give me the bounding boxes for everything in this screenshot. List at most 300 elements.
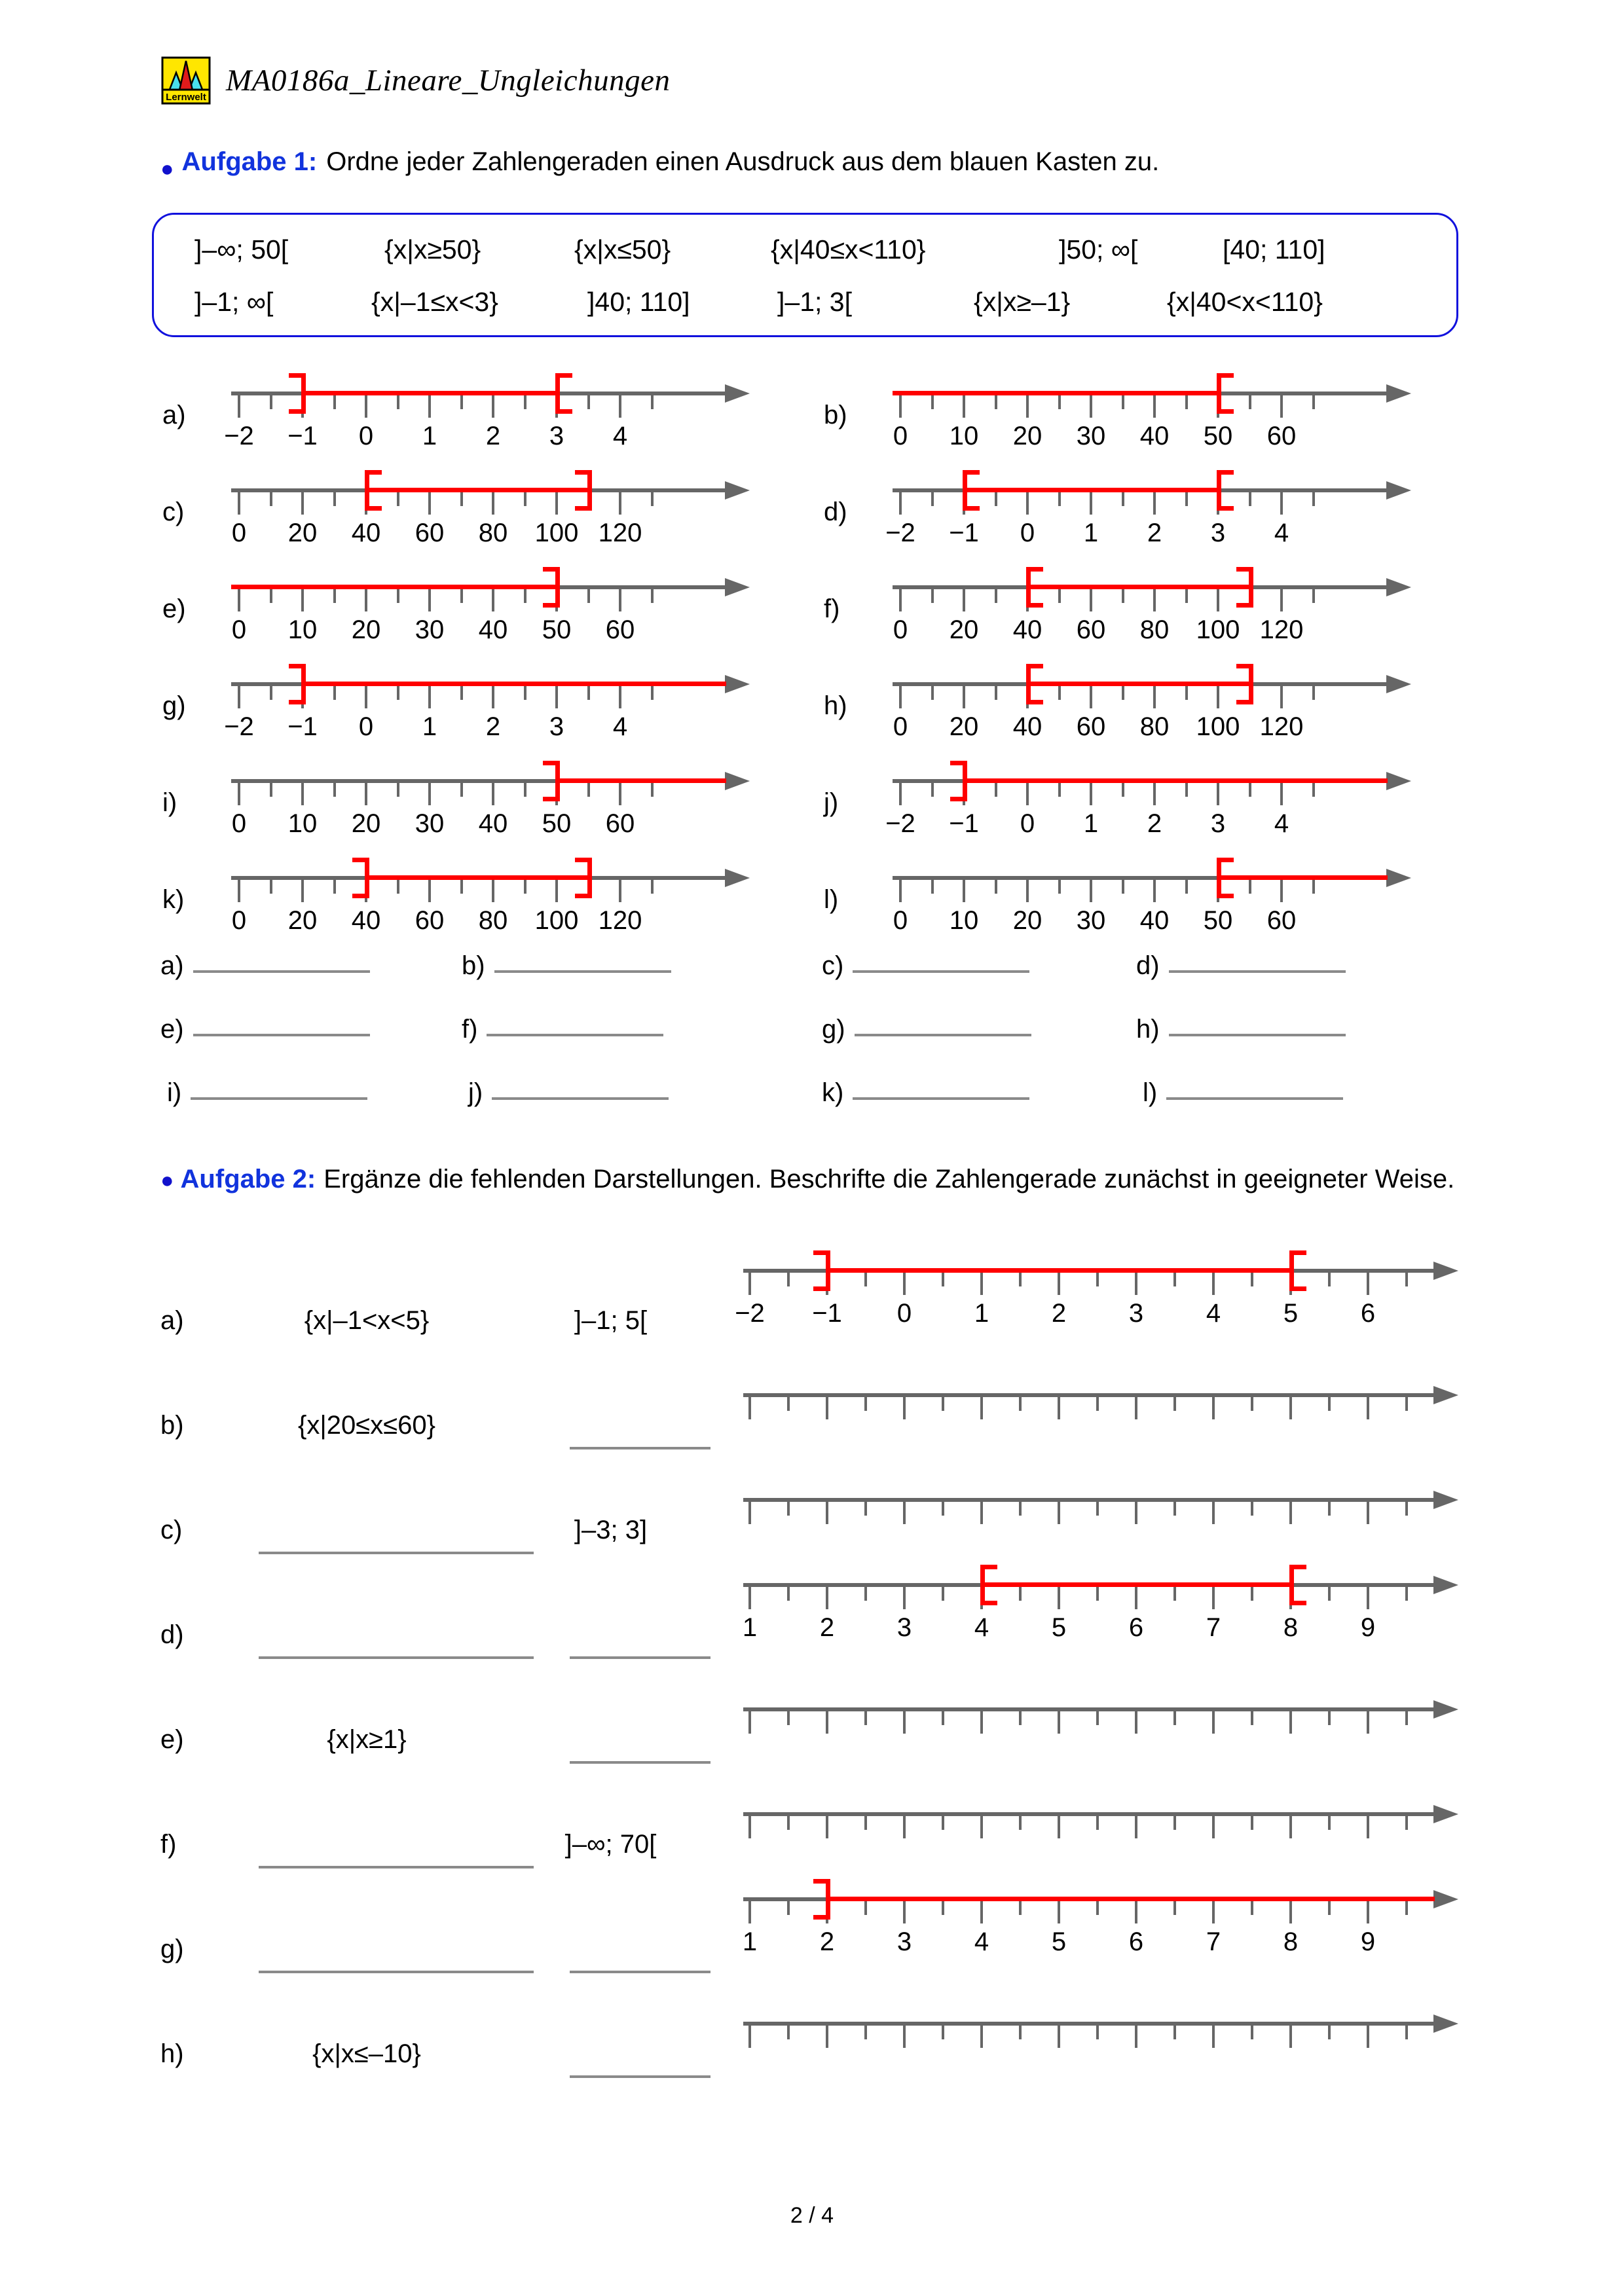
answer-blank-line[interactable] [1169,970,1346,973]
axis-tick-label: 3 [1210,519,1226,547]
bracket-stem [1217,373,1221,414]
tick-major [1153,686,1156,708]
axis-line [743,1498,1435,1502]
numberline-label: e) [162,594,186,623]
axis-tick-label: −1 [949,519,979,547]
axis-tick-label: −1 [287,422,318,450]
axis-tick-label: 4 [1274,519,1289,547]
tick-minor [1185,492,1188,506]
axis-tick-label: 60 [415,906,445,935]
tick-major [365,686,367,708]
answer-blank-line[interactable] [1166,1097,1343,1100]
tick-minor [1185,686,1188,700]
tick-minor [1096,1901,1099,1915]
expression-box [152,213,1458,337]
tick-minor [1251,1502,1253,1516]
interval-bracket-open-right [1289,1250,1306,1291]
interval-notation-blank[interactable] [570,1971,710,1973]
axis-tick-label: 1 [742,1927,758,1956]
expr-item[interactable]: ]–1; 3[ [777,287,852,317]
tick-minor [1173,1587,1176,1601]
axis-tick-label: 2 [819,1613,835,1642]
interval-bracket-open-right [1289,1565,1306,1605]
tick-minor [651,783,654,797]
interval-notation-blank[interactable] [570,1761,710,1764]
interval-highlight [1217,875,1388,880]
axis-line [743,1393,1435,1397]
tick-minor [460,395,463,409]
axis-tick-label: 20 [949,712,979,741]
tick-minor [460,783,463,797]
tick-minor [995,589,997,603]
answer-slot-b[interactable] [462,953,671,979]
answer-letter: b) [462,951,485,980]
interval-bracket-open-left [289,373,306,414]
tick-major [492,589,494,611]
tick-minor [587,783,590,797]
tick-major [1153,589,1156,611]
axis-tick-label: 100 [534,519,579,547]
axis-tick-label: 2 [819,1927,835,1956]
axis-line [743,1707,1435,1711]
answer-blank-line[interactable] [191,1097,367,1100]
tick-major [1280,589,1283,611]
expr-item[interactable]: {x|40≤x<110} [771,234,926,264]
axis-tick-label: 6 [1128,1927,1144,1956]
interval-highlight [963,488,1217,492]
answer-slot-i[interactable] [167,1080,367,1106]
interval-notation-blank[interactable] [570,2075,710,2078]
tick-major [1289,1502,1292,1524]
tick-major [1289,1397,1292,1419]
axis-tick-label: −2 [224,712,254,741]
tick-minor [1185,589,1188,603]
axis-arrow-icon [1386,481,1411,500]
axis-tick-label: 20 [1012,906,1043,935]
answer-letter: l) [1143,1078,1158,1107]
axis-tick-label: 60 [415,519,445,547]
answer-blank-line[interactable] [853,970,1029,973]
tick-minor [651,395,654,409]
axis-arrow-icon [725,675,750,693]
bracket-stem [1217,470,1221,511]
tick-major [1212,1502,1215,1524]
answer-slot-h[interactable] [1136,1016,1346,1042]
tick-minor [333,589,336,603]
tick-minor [1122,492,1124,506]
tick-minor [787,1587,790,1601]
tick-minor [864,1397,867,1411]
expr-item[interactable]: {x|x≥50} [384,234,481,264]
interval-highlight [555,778,726,783]
axis-tick-label: 50 [542,809,572,838]
axis-tick-label: 1 [1083,519,1099,547]
tick-minor [270,686,272,700]
tick-minor [1058,395,1061,409]
tick-minor [1328,1816,1331,1830]
answer-blank-line[interactable] [193,970,370,973]
row-label: f) [160,1830,177,1859]
tick-major [748,1502,751,1524]
tick-minor [1019,1397,1022,1411]
axis-tick-label: 40 [1139,422,1170,450]
answer-blank-line[interactable] [487,1034,663,1036]
axis-tick-label: −2 [735,1299,765,1328]
axis-tick-label: 120 [1259,712,1304,741]
answer-letter: h) [1136,1015,1160,1044]
axis-tick-label: 2 [1147,809,1162,838]
tick-major [899,880,902,902]
numberline-label: a) [162,401,186,429]
interval-bracket-open-left [813,1879,830,1920]
tick-minor [1312,492,1315,506]
tick-major [555,686,558,708]
set-notation-blank[interactable] [259,1866,534,1868]
tick-minor [931,589,934,603]
tick-major [1058,1273,1060,1295]
axis-tick-label: 20 [949,615,979,644]
tick-major [619,395,621,418]
axis-tick-label: 80 [478,519,508,547]
tick-minor [1019,1901,1022,1915]
answer-blank-line[interactable] [855,1034,1031,1036]
axis-arrow-icon [1433,1576,1458,1594]
axis-tick-label: 60 [605,809,635,838]
tick-minor [1328,1273,1331,1286]
axis-tick-label: 0 [896,1299,912,1328]
tick-minor [1328,1711,1331,1725]
tick-major [1367,1587,1369,1609]
axis-tick-label: 5 [1051,1927,1067,1956]
tick-minor [1405,1587,1408,1601]
tick-minor [524,492,526,506]
expr-item[interactable]: ]–1; ∞[ [194,287,274,317]
tick-major [1280,880,1283,902]
task1-text: Ordne jeder Zahlengeraden einen Ausdruck aus dem blauen Kasten zu. [326,147,1160,176]
axis-tick-label: 5 [1051,1613,1067,1642]
tick-minor [1096,1397,1099,1411]
answer-slot-j[interactable] [468,1080,669,1106]
tick-minor [1173,1901,1176,1915]
axis [743,1393,1457,1426]
axis-tick-label: 1 [422,712,437,741]
tick-major [1135,1816,1137,1838]
axis-tick-label: 40 [478,615,508,644]
tick-major [1153,492,1156,515]
tick-minor [651,589,654,603]
answer-slot-a[interactable] [160,953,370,979]
tick-major [1367,1711,1369,1734]
set-notation-blank[interactable] [259,1656,534,1659]
interval-bracket-open-right [980,1565,997,1605]
axis-tick-label: 20 [287,906,318,935]
answer-blank-line[interactable] [1169,1034,1346,1036]
tick-minor [1251,1901,1253,1915]
interval-highlight [1026,585,1249,589]
bracket-stem [1249,664,1253,704]
set-notation-blank[interactable] [259,1971,534,1973]
axis-tick-label: 80 [1139,712,1170,741]
numberline-label: j) [824,788,839,817]
bracket-stem [587,470,592,511]
tick-minor [931,492,934,506]
answer-slot-c[interactable] [822,953,1029,979]
answer-letter: k) [822,1078,844,1107]
tick-major [301,492,304,515]
tick-minor [397,783,399,797]
tick-minor [524,589,526,603]
axis-tick-label: 4 [1206,1299,1221,1328]
answer-letter: g) [822,1015,845,1044]
tick-major [1153,395,1156,418]
expr-item[interactable]: {x|x≤50} [574,234,671,264]
tick-minor [333,686,336,700]
answer-slot-e[interactable] [160,1016,370,1042]
axis [743,1498,1457,1531]
axis-tick-label: 9 [1360,1927,1376,1956]
tick-major [1367,1816,1369,1838]
axis-tick-label: 6 [1128,1613,1144,1642]
tick-minor [1173,1816,1176,1830]
answer-slot-l[interactable] [1143,1080,1343,1106]
interval-highlight [301,391,555,395]
axis-tick-label: 3 [1210,809,1226,838]
axis-tick-label: 60 [605,615,635,644]
tick-minor [864,2026,867,2039]
tick-minor [1122,783,1124,797]
numberline-label: c) [162,498,185,526]
bracket-stem [301,373,306,414]
tick-major [1090,492,1092,515]
expr-item[interactable]: ]–∞; 50[ [194,234,289,264]
tick-major [903,2026,906,2048]
tick-minor [1058,880,1061,894]
axis-tick-label: 0 [893,906,908,935]
interval-notation: ]–1; 5[ [574,1306,648,1335]
axis [893,488,1410,521]
tick-major [1217,686,1219,708]
row-label: c) [160,1516,183,1544]
expr-item[interactable]: {x|40<x<110} [1167,287,1323,317]
interval-bracket-open-right [1026,664,1043,704]
lernwelt-logo-icon [160,56,212,105]
bracket-stem [963,761,967,801]
tick-minor [1312,783,1315,797]
bracket-stem [301,664,306,704]
tick-minor [333,492,336,506]
bracket-stem [365,470,369,511]
row-label: d) [160,1620,184,1649]
answer-slot-k[interactable] [822,1080,1029,1106]
tick-major [301,880,304,902]
set-notation: {x|x≤–10} [312,2039,421,2068]
axis-arrow-icon [1386,675,1411,693]
interval-bracket-open-right [555,373,572,414]
tick-minor [1405,1397,1408,1411]
expr-item[interactable]: [40; 110] [1223,234,1325,264]
tick-minor [270,589,272,603]
tick-minor [651,492,654,506]
tick-minor [587,395,590,409]
axis-tick-label: 8 [1283,1613,1299,1642]
tick-major [899,686,902,708]
axis-tick-label: 50 [1203,422,1233,450]
tick-minor [1328,2026,1331,2039]
tick-major [238,492,240,515]
tick-major [963,686,965,708]
tick-minor [651,880,654,894]
tick-minor [942,1711,944,1725]
answer-letter: d) [1136,951,1160,980]
axis-tick-label: 3 [549,422,564,450]
tick-major [301,589,304,611]
tick-major [903,1816,906,1838]
axis-line [743,1812,1435,1816]
tick-minor [1405,1273,1408,1286]
tick-minor [1328,1901,1331,1915]
interval-highlight [893,391,1217,395]
axis-tick-label: 0 [1020,519,1035,547]
axis-tick-label: 6 [1360,1299,1376,1328]
answer-slot-d[interactable] [1136,953,1346,979]
tick-major [1212,1397,1215,1419]
answer-blank-line[interactable] [494,970,671,973]
tick-major [748,1711,751,1734]
tick-major [826,1502,828,1524]
interval-notation-blank[interactable] [570,1447,710,1449]
tick-major [1153,783,1156,805]
axis [893,392,1410,424]
tick-major [748,2026,751,2048]
tick-minor [270,395,272,409]
tick-major [1367,1502,1369,1524]
tick-minor [995,492,997,506]
answer-letter: j) [468,1078,483,1107]
task1-heading [160,147,1470,180]
tick-major [619,880,621,902]
axis-tick-label: 1 [422,422,437,450]
tick-minor [524,395,526,409]
expression-box-row-2 [154,287,1497,318]
answer-slot-f[interactable] [462,1016,663,1042]
tick-major [1217,589,1219,611]
task2-text: Ergänze die fehlenden Darstellungen. Beschrifte die Zahlengerade zunächst in geeigneter Weise. [323,1165,1455,1194]
bracket-stem [1249,567,1253,608]
axis [231,585,748,618]
bracket-stem [555,761,560,801]
expression-box-row-1 [154,234,1497,265]
tick-minor [942,2026,944,2039]
expr-item[interactable]: {x|x≥–1} [974,287,1071,317]
set-notation: {x|–1<x<5} [304,1306,430,1335]
expr-item[interactable]: {x|–1≤x<3} [371,287,498,317]
tick-minor [1019,1816,1022,1830]
axis-tick-label: 60 [1266,422,1297,450]
numberline-label: d) [824,498,847,526]
tick-minor [787,1397,790,1411]
tick-minor [1328,1502,1331,1516]
tick-minor [333,395,336,409]
axis-tick-label: 120 [598,519,642,547]
answer-slot-g[interactable] [822,1016,1031,1042]
expr-item[interactable]: ]50; ∞[ [1059,234,1138,264]
tick-minor [931,880,934,894]
tick-minor [1122,589,1124,603]
axis-tick-label: 1 [974,1299,989,1328]
axis [893,682,1410,715]
tick-major [899,783,902,805]
axis-arrow-icon [1433,1700,1458,1719]
axis-tick-label: 20 [1012,422,1043,450]
tick-major [492,686,494,708]
tick-minor [787,1502,790,1516]
tick-minor [1312,395,1315,409]
axis-tick-label: −2 [885,519,915,547]
answer-letter: f) [462,1015,478,1044]
axis-tick-label: 30 [415,615,445,644]
answer-blank-line[interactable] [492,1097,669,1100]
tick-minor [1405,2026,1408,2039]
tick-major [1135,1397,1137,1419]
tick-major [963,880,965,902]
bracket-stem [1026,567,1031,608]
tick-minor [1096,2026,1099,2039]
answer-letter: e) [160,1015,184,1044]
axis-arrow-icon [1433,2014,1458,2033]
set-notation: {x|x≥1} [327,1725,407,1754]
interval-highlight [963,778,1388,783]
tick-major [826,1587,828,1609]
axis [743,2022,1457,2054]
tick-major [903,1502,906,1524]
tick-major [748,1901,751,1923]
axis-arrow-icon [1386,578,1411,596]
tick-major [619,686,621,708]
tick-minor [1096,1502,1099,1516]
tick-major [899,492,902,515]
numberline-label: i) [162,788,177,817]
tick-major [980,1273,983,1295]
tick-major [1153,880,1156,902]
axis [231,392,748,424]
interval-notation-blank[interactable] [570,1656,710,1659]
tick-major [1058,1397,1060,1419]
interval-bracket-open-left [575,858,592,898]
tick-major [1212,1273,1215,1295]
axis-tick-label: 10 [949,906,979,935]
tick-major [1090,589,1092,611]
tick-major [365,395,367,418]
tick-major [1289,1901,1292,1923]
tick-major [963,395,965,418]
task1-label: Aufgabe 1: [181,147,318,176]
answer-blank-line[interactable] [853,1097,1029,1100]
axis-tick-label: 40 [351,906,381,935]
set-notation-blank[interactable] [259,1552,534,1554]
axis-tick-label: 0 [358,422,374,450]
tick-minor [460,492,463,506]
tick-major [903,1587,906,1609]
axis-arrow-icon [1386,772,1411,790]
axis-tick-label: 0 [893,422,908,450]
answer-blank-line[interactable] [193,1034,370,1036]
expr-item[interactable]: ]40; 110] [587,287,690,317]
tick-minor [651,686,654,700]
tick-major [980,1711,983,1734]
tick-minor [942,1273,944,1286]
numberline-label: l) [824,885,839,914]
answer-letter: i) [167,1078,182,1107]
